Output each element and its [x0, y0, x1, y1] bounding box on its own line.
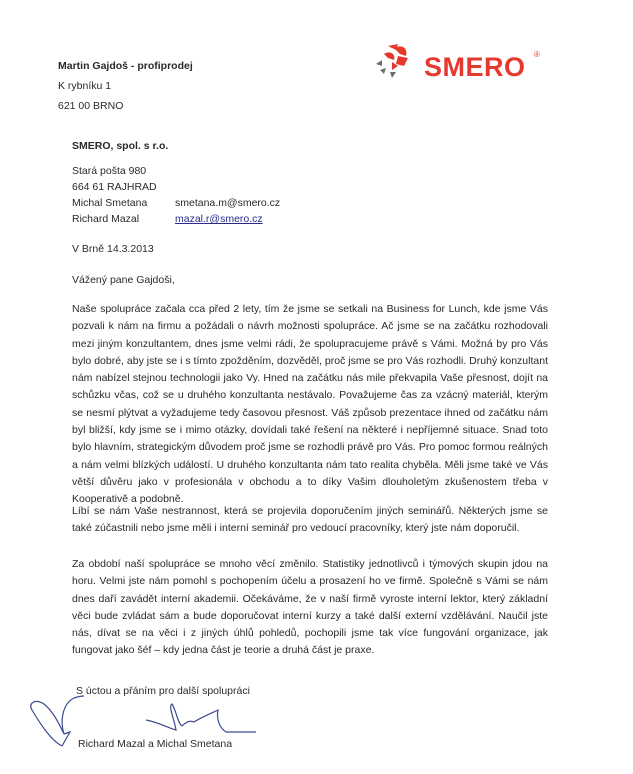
body-paragraph: Naše spolupráce začala cca před 2 lety, tím že jsme se setkali na Business for Lunch, kde jsme Vás pozvali k nám na firmu a požádali o návrh možnosti spolupráce. Ač jsme se na začátku rozhodovali mezi jiným konzultantem, dnes jsme velmi rádi, že spolupracujeme právě s Vámi. Možná by pro Vás bylo dobré, aby jste se i s tímto zpožděním, dozvěděl, proč jsme se pro Vás rozhodli. Druhý konzultant nám nabízel stejnou technologii jako Vy. Hned na začátku nás mile překvapila Vaše přesnost, dojít na schůzku včas, což se u druhého konzultanta nestávalo. Považujeme čas za vzácný materiál, kterým se nesmí plýtvat a vyžadujeme tedy časovou přesnost. Váš způsob prezentace ihned od začátku nám byl bližší, kdy jsme se i mimo otázky, dovídali také řešení na některé i nepříjemné situace. Snad toto bylo hlavním, strategickým důvodem proč jsme se rozhodli právě pro Vás. Pro pomoc formou reálných a nám velmi blízkých událostí. U druhého konzultanta nám tato realita chyběla. Měli jsme také ve Vás větší důvěru jako v profesionála v obchodu a to díky Vašim dlouholetým zkušenostem třeba v Kooperativě a podobně. [72, 303, 548, 506]
sender-city: 621 00 BRNO [58, 100, 124, 112]
salutation: Vážený pane Gajdoši, [72, 274, 175, 286]
contact-email-link[interactable]: mazal.r@smero.cz [175, 213, 263, 225]
contact-row [72, 211, 280, 227]
recipient-street: Stará pošta 980 [72, 165, 147, 177]
registered-mark: ® [534, 50, 540, 59]
closing-line: S úctou a přáním pro další spolupráci [76, 685, 250, 697]
contact-email: smetana.m@smero.cz [175, 197, 281, 209]
smero-logo [372, 38, 542, 88]
body-paragraph: Líbí se nám Vaše nestrannost, která se projevila doporučením jiných seminářů. Některých jsme se také zúčastnili nebo jsme měli i interní seminář pro vedoucí pracovníky, který jste nám doporučil. [72, 505, 548, 535]
recipient-company: SMERO, spol. s r.o. [72, 140, 169, 152]
recipient-city: 664 61 RAJHRAD [72, 181, 157, 193]
sender-street: K rybníku 1 [58, 80, 112, 92]
recipient-address [72, 163, 280, 227]
smero-logo-icon [372, 38, 422, 88]
contact-name: Michal Smetana [72, 197, 148, 209]
letter-date: V Brně 14.3.2013 [72, 243, 154, 255]
body-paragraph: Za období naší spolupráce se mnoho věcí změnilo. Statistiky jednotlivců i týmových skupin jdou na horu. Velmi jste nám pomohl s pochopením účelu a prosazení ho ve firmě. Společně s Vámi se nám dnes daří zavádět interní akademii. Očekáváme, že v naší firmě vyroste interní lektor, který základní věci bude zvládat sám a bude doporučovat interní kurzy a také další externí vzdělávání. Naučil jste nás, dívat se na věci i z jiných úhlů pohledů, pochopili jsme tak více fungování organizace, jak fungovat jako šéf – kdy jedna část je teorie a druhá část je praxe. [72, 558, 548, 657]
contact-row [72, 195, 280, 211]
logo-text: SMERO [424, 52, 526, 82]
sender-address [58, 56, 193, 116]
signers: Richard Mazal a Michal Smetana [78, 738, 233, 750]
sender-name: Martin Gajdoš - profiprodej [58, 60, 193, 72]
contact-name: Richard Mazal [72, 213, 140, 225]
